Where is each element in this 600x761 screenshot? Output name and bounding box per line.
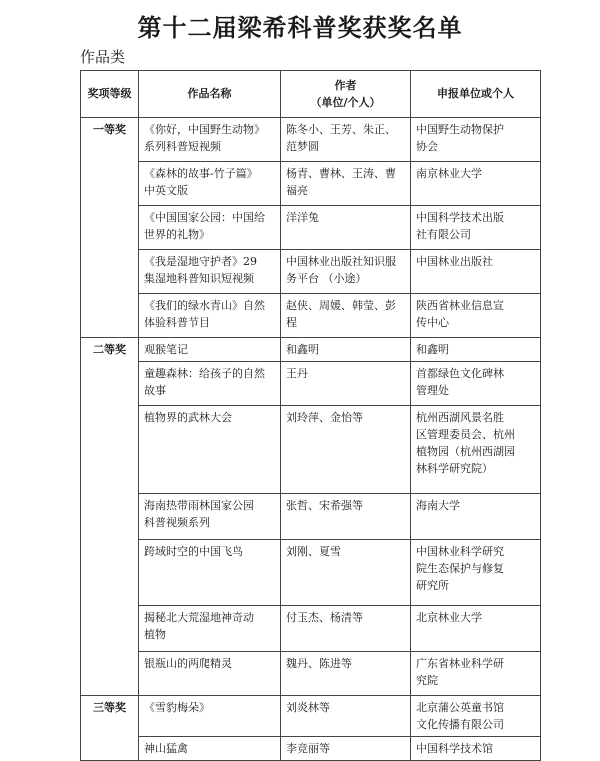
table-row: [81, 294, 541, 338]
work-author: [281, 406, 411, 494]
table-row: [81, 206, 541, 250]
work-author-line: 赵侠、周媛、韩莹、彭: [286, 299, 396, 312]
work-applicant: [411, 294, 541, 338]
table-row: [81, 494, 541, 540]
work-name: [139, 606, 281, 652]
work-name-line: 《我是湿地守护者》29: [144, 255, 257, 268]
header-name: 作品名称: [139, 71, 281, 118]
work-name-line: 童趣森林：给孩子的自然: [144, 367, 265, 381]
work-author: [281, 606, 411, 652]
header-author: [281, 71, 411, 118]
work-applicant-line: 中国科学技术出版: [416, 211, 504, 224]
work-name-line: 跨域时空的中国飞鸟: [144, 545, 243, 559]
work-applicant-line: 南京林业大学: [416, 167, 482, 180]
work-name: [139, 206, 281, 250]
table-row: [81, 162, 541, 206]
work-applicant-line: 传中心: [416, 316, 449, 330]
work-applicant-line: 林科学研究院）: [416, 462, 493, 476]
work-author-line: 张哲、宋希强等: [286, 499, 363, 513]
work-author: [281, 362, 411, 406]
work-applicant-line: 北京林业大学: [416, 611, 482, 625]
header-level: 奖项等级: [81, 71, 139, 118]
work-applicant: [411, 206, 541, 250]
work-name-line: 神山猛禽: [144, 742, 188, 756]
work-author: [281, 540, 411, 606]
work-applicant-line: 中国野生动物保护: [416, 123, 504, 136]
table-row: [81, 118, 541, 162]
work-applicant-line: 首都绿色文化碑林: [416, 367, 504, 381]
work-name: [139, 696, 281, 737]
work-applicant-line: 陕西省林业信息宣: [416, 299, 504, 312]
section-title: 作品类: [80, 48, 126, 66]
work-name-line: 故事: [144, 384, 166, 398]
work-applicant-line: 管理处: [416, 384, 449, 398]
work-name-line: 植物界的武林大会: [144, 411, 232, 425]
work-applicant: [411, 338, 541, 362]
work-name: [139, 494, 281, 540]
work-applicant-line: 区管理委员会、杭州: [416, 428, 515, 442]
awards-table: [80, 70, 541, 761]
work-applicant: [411, 118, 541, 162]
work-name: [139, 362, 281, 406]
work-applicant-line: 广东省林业科学研: [416, 657, 504, 671]
work-applicant: [411, 362, 541, 406]
table-row: [81, 406, 541, 494]
table-row: [81, 250, 541, 294]
work-name: [139, 162, 281, 206]
work-applicant-line: 和鑫明: [416, 343, 449, 356]
work-name: [139, 406, 281, 494]
work-name-line: 《中国国家公园：中国给: [144, 211, 265, 224]
work-name-line: 体验科普节目: [144, 316, 210, 330]
work-author-line: 王丹: [286, 367, 308, 381]
work-applicant-line: 北京蒲公英童书馆: [416, 701, 504, 715]
work-applicant: [411, 162, 541, 206]
work-name-line: 《森林的故事-竹子篇》: [144, 167, 258, 180]
work-author: [281, 250, 411, 294]
work-applicant-line: 中国林业出版社: [416, 255, 493, 268]
work-author-line: 付玉杰、杨清等: [286, 611, 363, 625]
award-level-second: 二等奖: [81, 338, 139, 696]
work-author-line: 刘刚、夏雪: [286, 545, 341, 559]
work-applicant: [411, 606, 541, 652]
work-author: [281, 206, 411, 250]
work-author: [281, 162, 411, 206]
work-author-line: 务平台 （小途）: [286, 272, 367, 286]
work-name-line: 系列科普短视频: [144, 140, 221, 154]
work-applicant: [411, 652, 541, 696]
table-row: [81, 338, 541, 362]
work-author: [281, 294, 411, 338]
work-author: [281, 118, 411, 162]
work-author-line: 李竞丽等: [286, 742, 330, 756]
work-applicant: [411, 494, 541, 540]
work-applicant-line: 海南大学: [416, 499, 460, 513]
work-name-line: 中英文版: [144, 184, 188, 198]
work-author-line: 刘炎林等: [286, 701, 330, 715]
work-name: [139, 294, 281, 338]
work-applicant-line: 文化传播有限公司: [416, 718, 504, 732]
work-author-line: 魏丹、陈进等: [286, 657, 352, 671]
work-author-line: 杨青、曹林、王涛、曹: [286, 167, 396, 180]
work-author-line: 中国林业出版社知识服: [286, 255, 396, 268]
work-name-line: 银瓶山的两爬精灵: [144, 657, 232, 671]
work-author: [281, 737, 411, 761]
work-applicant: [411, 737, 541, 761]
work-name-line: 集湿地科普知识短视频: [144, 272, 254, 286]
work-applicant-line: 杭州西湖风景名胜: [416, 411, 504, 425]
work-author: [281, 494, 411, 540]
work-applicant-line: 中国林业科学研究: [416, 545, 504, 559]
work-applicant: [411, 540, 541, 606]
work-author-line: 陈冬小、王芳、朱正、: [286, 123, 396, 136]
header-author-line1: 作者: [334, 78, 357, 92]
work-name: [139, 338, 281, 362]
table-row: [81, 696, 541, 737]
work-name-line: 《雪豹梅朵》: [144, 701, 210, 715]
table-row: [81, 606, 541, 652]
work-author: [281, 696, 411, 737]
work-applicant-line: 院生态保护与修复: [416, 562, 504, 576]
work-name-line: 《我们的绿水青山》自然: [144, 299, 265, 312]
work-applicant: [411, 696, 541, 737]
work-name: [139, 250, 281, 294]
table-row: [81, 737, 541, 761]
work-name-line: 揭秘北大荒湿地神奇动: [144, 611, 254, 625]
work-author-line: 和鑫明: [286, 343, 319, 356]
work-applicant: [411, 406, 541, 494]
work-author-line: 福亮: [286, 184, 308, 198]
work-name: [139, 652, 281, 696]
work-author: [281, 338, 411, 362]
work-applicant: [411, 250, 541, 294]
table-row: [81, 652, 541, 696]
work-applicant-line: 社有限公司: [416, 228, 471, 242]
work-name: [139, 540, 281, 606]
page-title: 第十二届梁希科普奖获奖名单: [137, 13, 463, 42]
header-author-line2: （单位/个人）: [310, 96, 381, 109]
work-name-line: 科普视频系列: [144, 516, 210, 530]
work-applicant-line: 中国科学技术馆: [416, 742, 493, 756]
work-name-line: 观猴笔记: [144, 343, 188, 356]
work-author-line: 刘玲萍、金怡等: [286, 411, 363, 425]
award-level-first: 一等奖: [81, 118, 139, 338]
work-name: [139, 737, 281, 761]
work-author: [281, 652, 411, 696]
table-header-row: [81, 71, 541, 118]
work-name-line: 植物: [144, 628, 166, 642]
work-applicant-line: 植物园（杭州西湖园: [416, 445, 515, 459]
work-applicant-line: 研究所: [416, 579, 449, 593]
work-name-line: 海南热带雨林国家公园: [144, 499, 254, 513]
award-level-third: 三等奖: [81, 696, 139, 761]
work-author-line: 洋洋兔: [286, 211, 319, 224]
work-name: [139, 118, 281, 162]
table-row: [81, 362, 541, 406]
table-row: [81, 540, 541, 606]
work-name-line: 《你好，中国野生动物》: [144, 123, 265, 136]
work-applicant-line: 协会: [416, 140, 438, 154]
work-author-line: 范梦圆: [286, 140, 319, 154]
work-author-line: 程: [286, 316, 297, 330]
work-name-line: 世界的礼物》: [144, 228, 210, 242]
header-applicant: 申报单位或个人: [411, 71, 541, 118]
work-applicant-line: 究院: [416, 674, 438, 688]
